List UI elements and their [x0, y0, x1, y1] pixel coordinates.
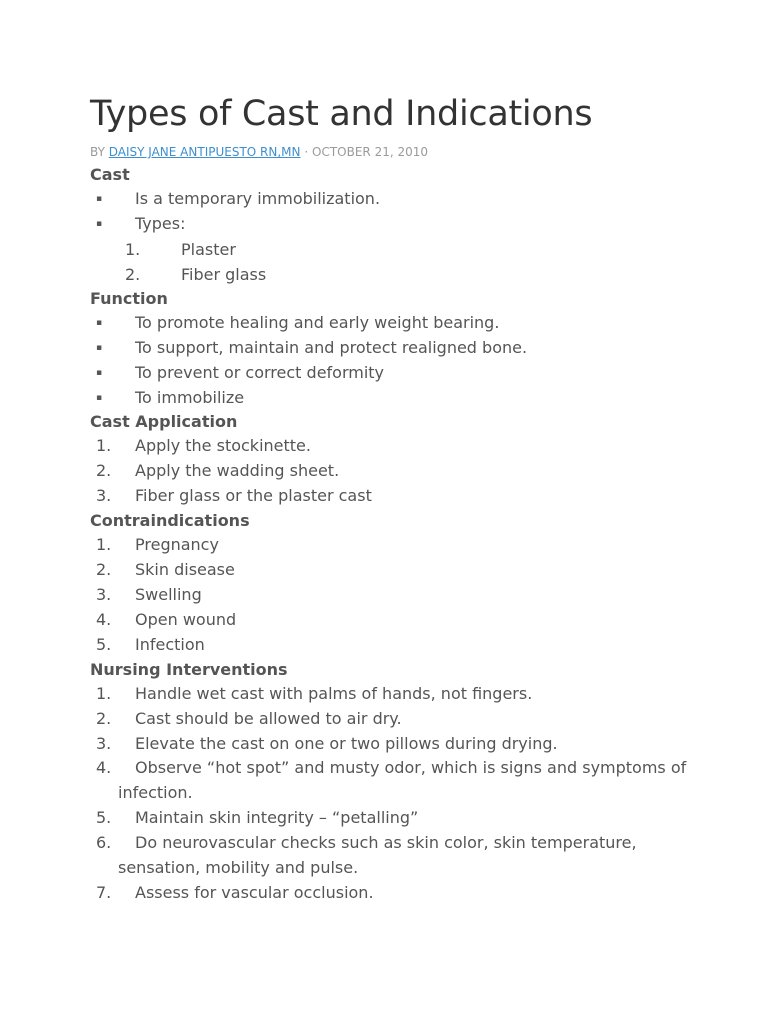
- section-heading-function: Function: [90, 288, 168, 308]
- list-item-text: Skin disease: [135, 560, 235, 580]
- list-item-text: Observe “hot spot” and musty odor, which is signs and symptoms of infection.: [118, 758, 687, 803]
- list-number: 5.: [96, 634, 112, 654]
- bullet-icon: ▪: [96, 392, 103, 403]
- list-item: [90, 361, 690, 386]
- list-item: [90, 484, 690, 509]
- list-item: [90, 434, 690, 459]
- list-item: [90, 212, 690, 237]
- list-item: [90, 533, 690, 558]
- list-item-text: To support, maintain and protect realigned bone.: [135, 337, 528, 357]
- list-number: 1.: [96, 436, 112, 456]
- list-item: [90, 459, 690, 484]
- list-item: [90, 707, 690, 732]
- list-item: [90, 633, 690, 658]
- list-item: [90, 187, 690, 212]
- list-item-text: To promote healing and early weight bearing.: [135, 312, 500, 332]
- list-number: 6.: [96, 833, 112, 853]
- list-item: [90, 608, 690, 633]
- byline: [90, 143, 690, 161]
- section-heading-contraindications: Contraindications: [90, 511, 250, 531]
- bullet-icon: ▪: [96, 367, 103, 378]
- list-item-text: Types:: [135, 213, 186, 233]
- list-number: 1.: [96, 535, 112, 555]
- section-heading-cast-application: Cast Application: [90, 412, 238, 432]
- contraindications-list: [90, 533, 690, 658]
- list-number: 5.: [96, 808, 112, 828]
- list-item-text: Maintain skin integrity – “petalling”: [135, 808, 419, 828]
- list-number: 2.: [96, 461, 112, 481]
- bullet-icon: ▪: [96, 342, 103, 353]
- article: [90, 90, 690, 906]
- list-number: 3.: [96, 584, 112, 604]
- list-item: [90, 336, 690, 361]
- list-item: [90, 558, 690, 583]
- list-item-text: Swelling: [135, 584, 202, 604]
- list-item-text: To prevent or correct deformity: [135, 362, 385, 382]
- list-item: [90, 881, 690, 906]
- section-heading-nursing-interventions: Nursing Interventions: [90, 659, 288, 679]
- list-item-text: Apply the wadding sheet.: [135, 461, 340, 481]
- cast-application-list: [90, 434, 690, 509]
- bullet-icon: ▪: [96, 317, 103, 328]
- list-item: [90, 583, 690, 608]
- list-number: 4.: [96, 758, 112, 778]
- list-number: 2.: [96, 560, 112, 580]
- list-number: 7.: [96, 882, 112, 902]
- cast-bullet-list: [90, 187, 690, 237]
- list-item-text: Handle wet cast with palms of hands, not fingers.: [135, 683, 533, 703]
- list-item: [90, 237, 690, 262]
- bullet-icon: ▪: [96, 194, 103, 204]
- list-item: [90, 262, 690, 287]
- list-number: 2.: [96, 708, 112, 728]
- list-number: 3.: [96, 733, 112, 753]
- list-item-text: Do neurovascular checks such as skin color, skin temperature, sensation, mobility and pulse.: [118, 833, 637, 878]
- list-item: [90, 756, 690, 806]
- list-number: 1.: [96, 683, 112, 703]
- list-item-text: Pregnancy: [135, 535, 219, 555]
- list-item-text: Assess for vascular occlusion.: [135, 882, 374, 902]
- author-link[interactable]: DAISY JANE ANTIPUESTO RN,MN: [108, 145, 301, 159]
- list-item-text: Fiber glass: [181, 264, 267, 284]
- publish-date: OCTOBER 21, 2010: [312, 145, 429, 159]
- list-item-text: Infection: [135, 634, 205, 654]
- list-item-text: Plaster: [181, 239, 236, 259]
- list-number: 3.: [96, 486, 112, 506]
- list-item-text: Cast should be allowed to air dry.: [135, 708, 402, 728]
- list-item-text: Apply the stockinette.: [135, 436, 311, 456]
- list-item-text: Fiber glass or the plaster cast: [135, 486, 372, 506]
- list-item-text: Is a temporary immobilization.: [135, 189, 381, 208]
- list-number: 2.: [125, 264, 141, 284]
- byline-separator: ·: [304, 145, 309, 159]
- list-item-text: Open wound: [135, 609, 237, 629]
- section-heading-cast: Cast: [90, 165, 130, 184]
- list-item: [90, 806, 690, 831]
- list-number: 1.: [125, 239, 141, 259]
- list-item: [90, 386, 690, 411]
- function-bullet-list: [90, 311, 690, 411]
- list-number: 4.: [96, 609, 112, 629]
- cast-types-list: [90, 237, 690, 287]
- list-item: [90, 732, 690, 757]
- bullet-icon: ▪: [96, 218, 103, 229]
- nursing-interventions-list: [90, 682, 690, 906]
- list-item-text: To immobilize: [135, 387, 245, 407]
- page-title: Types of Cast and Indications: [90, 94, 593, 134]
- list-item: [90, 311, 690, 336]
- list-item: [90, 682, 690, 707]
- list-item-text: Elevate the cast on one or two pillows during drying.: [135, 733, 558, 753]
- byline-prefix: BY: [90, 145, 105, 159]
- list-item: [90, 831, 690, 881]
